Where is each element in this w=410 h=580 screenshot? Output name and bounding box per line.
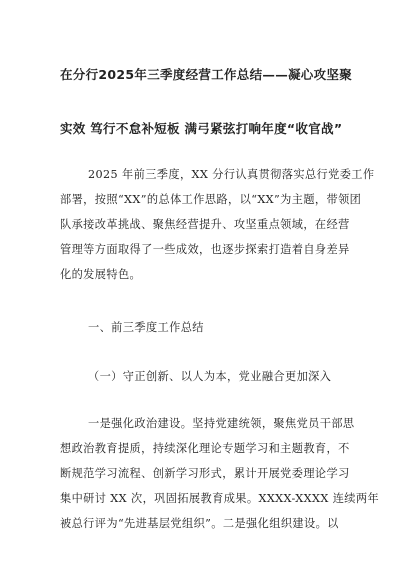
paragraph-line: 断规范学习流程、创新学习形式，累计开展党委理论学习 [60,467,350,480]
paragraph-line: 一是强化政治建设。坚持党建统领，聚焦党员干部思 [88,417,355,430]
paragraph-line: 被总行评为“先进基层党组织”。二是强化组织建设。以 [60,517,339,530]
paragraph-line: 集中研讨 XX 次，巩固拓展教育成果。XXXX-XXXX 连续两年 [60,492,380,505]
document-title-line-1: 在分行2025年三季度经营工作总结——凝心攻坚聚 [60,67,352,82]
intro-line: 管理等方面取得了一些成效，也逐步探索打造着自身差异 [60,243,350,256]
section-heading: 一、前三季度工作总结 [88,321,204,334]
intro-line: 2025 年前三季度，XX 分行认真贯彻落实总行党委工作 [88,168,375,181]
intro-line: 队承接改革挑战、聚焦经营提升、攻坚重点领域，在经营 [60,218,350,231]
paragraph-line: 想政治教育提质，持续深化理论专题学习和主题教育，不 [60,442,350,455]
intro-line: 部署，按照“XX”的总体工作思路，以“XX”为主题，带领团 [60,193,362,206]
document-title-line-2: 实效 笃行不怠补短板 满弓紧弦打响年度“收官战” [60,121,343,136]
intro-line: 化的发展特色。 [60,268,142,281]
subsection-heading: （一）守正创新、以人为本，党业融合更加深入 [88,370,332,383]
